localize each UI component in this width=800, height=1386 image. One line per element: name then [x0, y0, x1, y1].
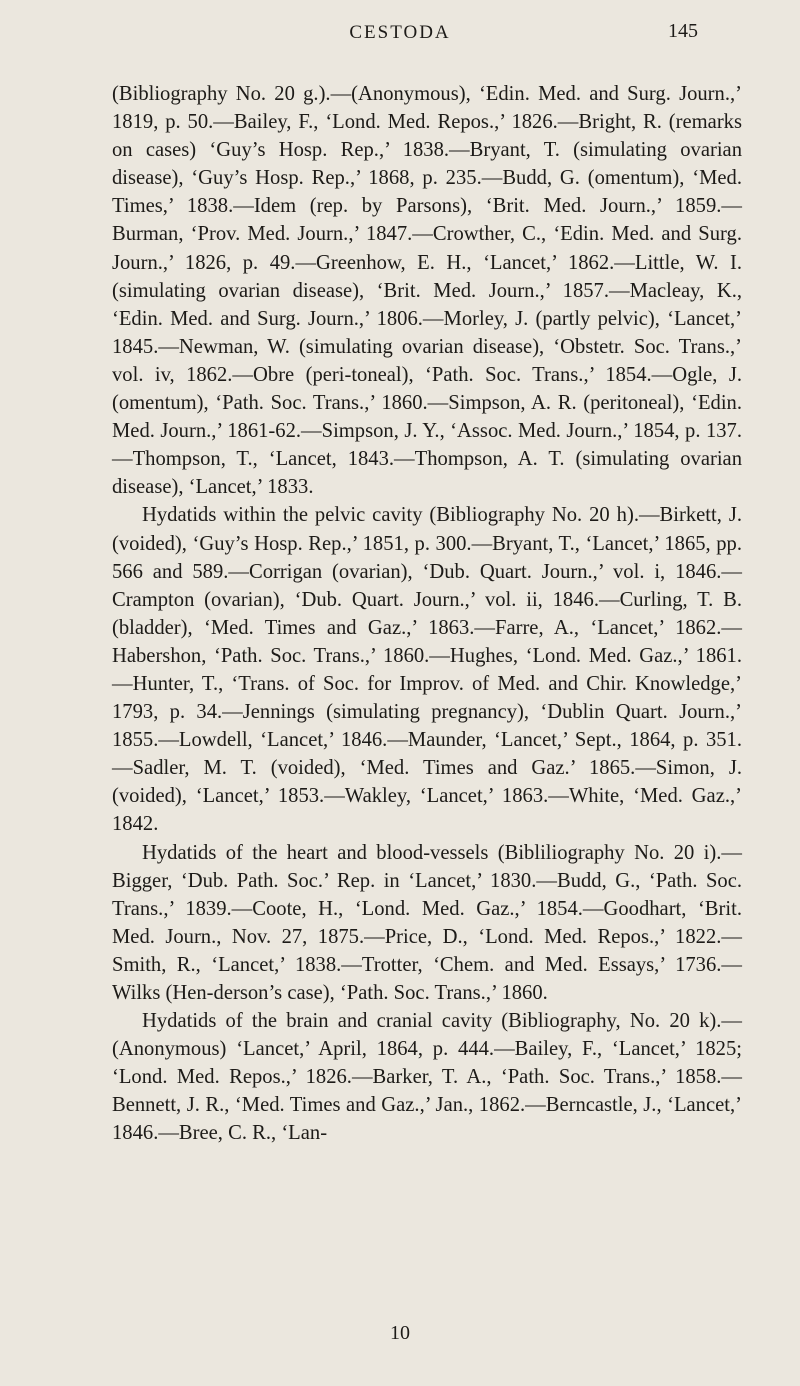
page-number: 145	[668, 20, 698, 42]
body-text	[112, 80, 742, 1148]
signature-mark: 10	[390, 1322, 410, 1344]
running-head	[0, 12, 800, 52]
paragraph-brain-cranial-cavity: Hydatids of the brain and cranial cavity (Bibliography, No. 20 k).—(Anonymous) ‘Lancet,’ April, 1864, p. 444.—Bailey, F., ‘Lancet,’ 1825; ‘Lond. Med. Repos.,’ 1826.—Barker, T. A., ‘Path. Soc. Trans.,’ 1858.—Bennett, J. R., ‘Med. Times and Gaz.,’ Jan., 1862.—Berncastle, J., ‘Lancet,’ 1846.—Bree, C. R., ‘Lan-	[112, 1010, 742, 1145]
paragraph-bibliography-20g: (Bibliography No. 20 g.).—(Anonymous), ‘Edin. Med. and Surg. Journ.,’ 1819, p. 50.—Bailey, F., ‘Lond. Med. Repos.,’ 1826.—Bright, R. (remarks on cases) ‘Guy’s Hosp. Rep.,’ 1838.—Bryant, T. (simulating ovarian disease), ‘Guy’s Hosp. Rep.,’ 1868, p. 235.—Budd, G. (omentum), ‘Med. Times,’ 1838.—Idem (rep. by Parsons), ‘Brit. Med. Journ.,’ 1859.—Burman, ‘Prov. Med. Journ.,’ 1847.—Crowther, C., ‘Edin. Med. and Surg. Journ.,’ 1826, p. 49.—Greenhow, E. H., ‘Lancet,’ 1862.—Little, W. I. (simulating ovarian disease), ‘Brit. Med. Journ.,’ 1857.—Macleay, K., ‘Edin. Med. and Surg. Journ.,’ 1806.—Morley, J. (partly pelvic), ‘Lancet,’ 1845.—Newman, W. (simulating ovarian disease), ‘Obstetr. Soc. Trans.,’ vol. iv, 1862.—Obre (peri-toneal), ‘Path. Soc. Trans.,’ 1854.—Ogle, J. (omentum), ‘Path. Soc. Trans.,’ 1860.—Simpson, A. R. (peritoneal), ‘Edin. Med. Journ.,’ 1861-62.—Simpson, J. Y., ‘Assoc. Med. Journ.,’ 1854, p. 137.—Thompson, T., ‘Lancet, 1843.—Thompson, A. T. (simulating ovarian disease), ‘Lancet,’ 1833.	[112, 83, 742, 499]
running-title: CESTODA	[349, 22, 451, 43]
paragraph-heart-blood-vessels: Hydatids of the heart and blood-vessels (Bibliliography No. 20 i).—Bigger, ‘Dub. Path. Soc.’ Rep. in ‘Lancet,’ 1830.—Budd, G., ‘Path. Soc. Trans.,’ 1839.—Coote, H., ‘Lond. Med. Gaz.,’ 1854.—Goodhart, ‘Brit. Med. Journ., Nov. 27, 1875.—Price, D., ‘Lond. Med. Repos.,’ 1822.—Smith, R., ‘Lancet,’ 1838.—Trotter, ‘Chem. and Med. Essays,’ 1736.—Wilks (Hen-derson’s case), ‘Path. Soc. Trans.,’ 1860.	[112, 841, 742, 1004]
paragraph-pelvic-cavity: Hydatids within the pelvic cavity (Bibliography No. 20 h).—Birkett, J. (voided), ‘Guy’s Hosp. Rep.,’ 1851, p. 300.—Bryant, T., ‘Lancet,’ 1865, pp. 566 and 589.—Corrigan (ovarian), ‘Dub. Quart. Journ.,’ vol. i, 1846.—Crampton (ovarian), ‘Dub. Quart. Journ.,’ vol. ii, 1846.—Curling, T. B. (bladder), ‘Med. Times and Gaz.,’ 1863.—Farre, A., ‘Lancet,’ 1862.—Habershon, ‘Path. Soc. Trans.,’ 1860.—Hughes, ‘Lond. Med. Gaz.,’ 1861.—Hunter, T., ‘Trans. of Soc. for Improv. of Med. and Chir. Knowledge,’ 1793, p. 34.—Jennings (simulating pregnancy), ‘Dublin Quart. Journ.,’ 1855.—Lowdell, ‘Lancet,’ 1846.—Maunder, ‘Lancet,’ Sept., 1864, p. 351.—Sadler, M. T. (voided), ‘Med. Times and Gaz.’ 1865.—Simon, J. (voided), ‘Lancet,’ 1853.—Wakley, ‘Lancet,’ 1863.—White, ‘Med. Gaz.,’ 1842.	[112, 504, 742, 836]
